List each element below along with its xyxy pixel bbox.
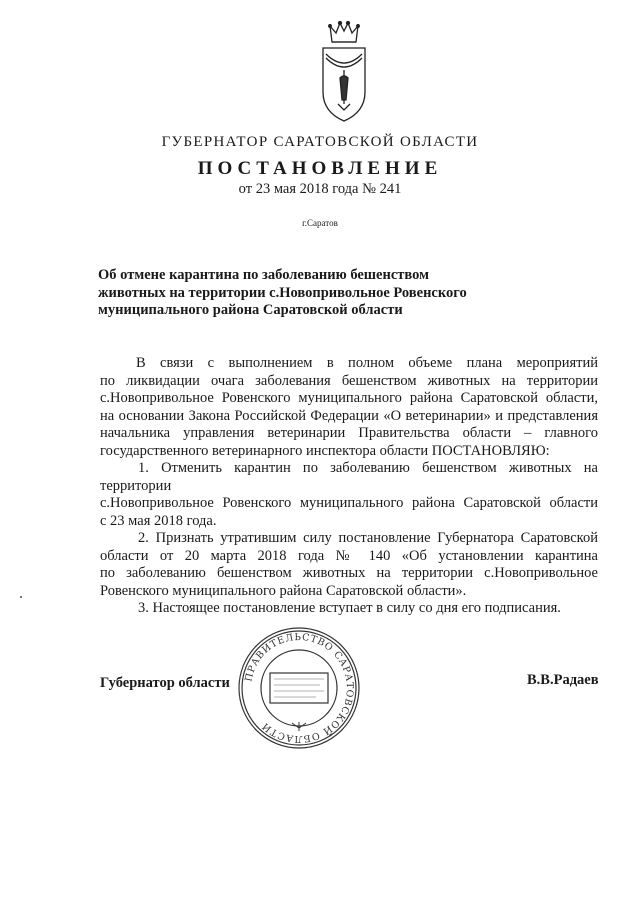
- body-line: начальника управления ветеринарии Правительства области – главного: [100, 425, 598, 441]
- body-line: области от 20 марта 2018 года № 140 «Об установлении карантина: [100, 547, 598, 564]
- coat-of-arms-icon: [316, 20, 372, 124]
- body-line: с.Новопривольное Ровенского муниципального района Саратовской области,: [100, 390, 598, 406]
- signatory-position: Губернатор области: [100, 675, 230, 691]
- body-line: 3. Настоящее постановление вступает в силу со дня его подписания.: [138, 600, 561, 616]
- title-line: животных на территории с.Новопривольное Ровенского: [98, 284, 467, 301]
- body-line: 1. Отменить карантин по заболеванию бешенством животных на территории: [100, 460, 598, 494]
- document-type: ПОСТАНОВЛЕНИЕ: [197, 158, 443, 179]
- document-date-number: от 23 мая 2018 года № 241: [238, 181, 402, 197]
- scan-speck: [20, 596, 22, 598]
- title-line: муниципального района Саратовской области: [98, 302, 403, 318]
- body-line: с.Новопривольное Ровенского муниципального района Саратовской области: [100, 495, 598, 511]
- body-line: 2. Признать утратившим силу постановление Губернатора Саратовской: [138, 530, 598, 546]
- body-line: по заболеванию бешенством животных на территории с.Новопривольное: [100, 565, 598, 581]
- document-title: [98, 267, 498, 320]
- signatory-name: В.В.Радаев: [527, 672, 599, 688]
- document-body: [100, 355, 598, 618]
- body-line: на основании Закона Российской Федерации «О ветеринарии» и представления: [100, 407, 598, 424]
- document-city: г.Саратов: [302, 218, 338, 228]
- official-seal: [236, 625, 362, 751]
- body-line: В связи с выполнением в полном объеме плана мероприятий: [136, 355, 598, 371]
- issuing-authority: ГУБЕРНАТОР САРАТОВСКОЙ ОБЛАСТИ: [161, 134, 479, 150]
- title-line: Об отмене карантина по заболеванию бешенством: [98, 267, 429, 283]
- body-line: государственного ветеринарного инспектора области ПОСТАНОВЛЯЮ:: [100, 442, 550, 459]
- seal-ring-text: ПРАВИТЕЛЬСТВО САРАТОВСКОЙ ОБЛАСТИ: [243, 631, 356, 745]
- body-line: с 23 мая 2018 года.: [100, 512, 217, 529]
- body-line: Ровенского муниципального района Саратовской области».: [100, 582, 467, 599]
- body-line: по ликвидации очага заболевания бешенством животных на территории: [100, 372, 598, 389]
